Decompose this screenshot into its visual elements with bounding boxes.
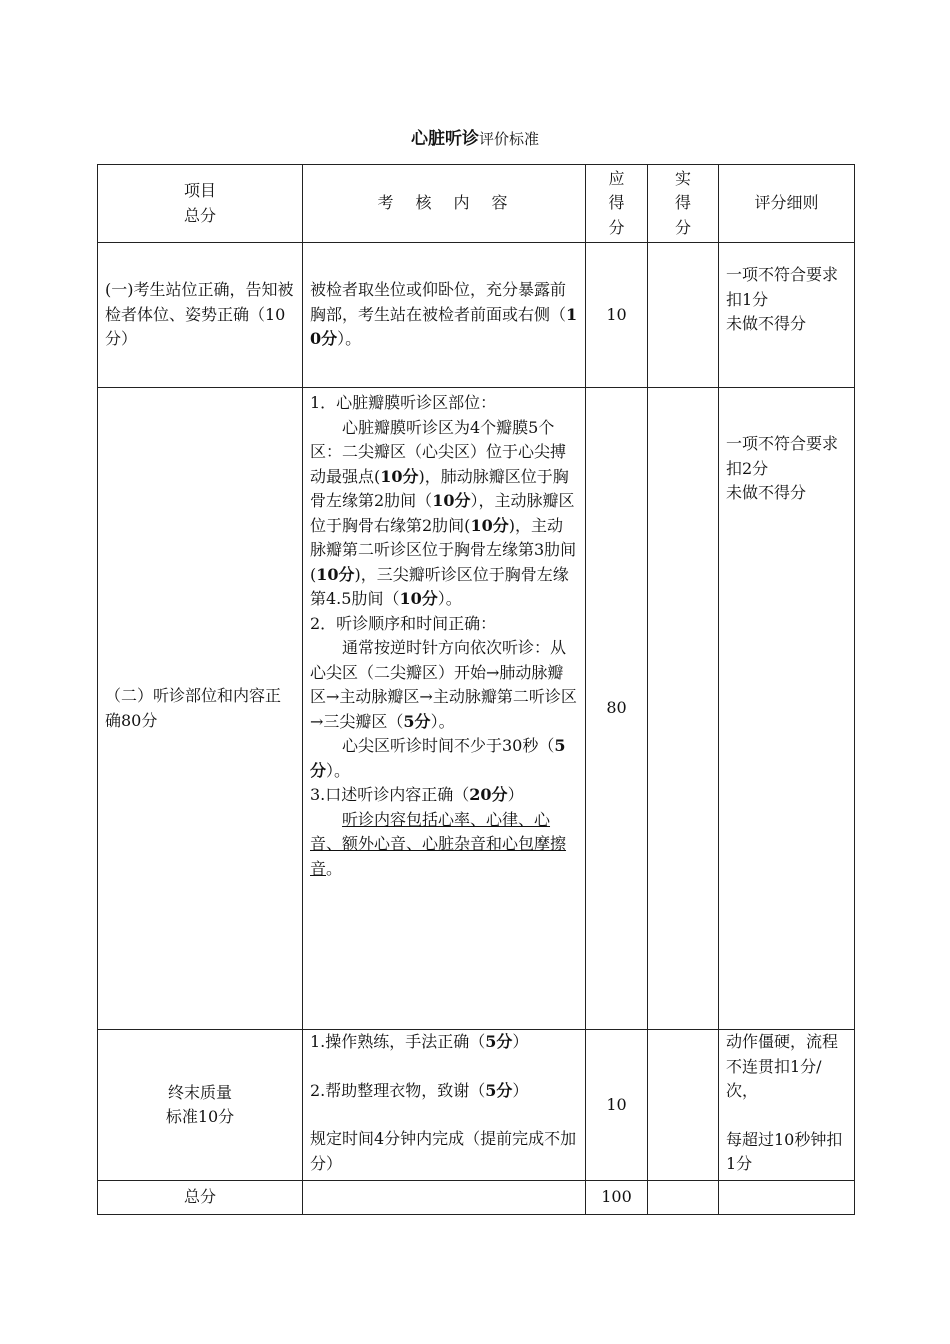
row2-content: 1．心脏瓣膜听诊区部位： 心脏瓣膜听诊区为4个瓣膜5个区：二尖瓣区（心尖区）位于心尖搏动最强点(10分)，肺动脉瓣区位于胸骨左缘第2肋间（10分），主动脉瓣区位于胸骨右缘第2肋间(10分)，主动脉瓣第二听诊区位于胸骨左缘第3肋间(10分)，三尖瓣听诊区位于胸骨左缘第4.5肋间（10分）。 2．听诊顺序和时间正确： 通常按逆时针方向依次听诊：从心尖区（二尖瓣区）开始→肺动脉瓣区→主动脉瓣区→主动脉瓣第二听诊区→三尖瓣区（5分）。 心尖区听诊时间不少于30秒（5分）。 3.口述听诊内容正确（20分） 听诊内容包括心率、心律、心音、额外心音、心脏杂音和心包摩擦音。	[303, 388, 586, 1030]
row1-content: 被检者取坐位或仰卧位，充分暴露前胸部，考生站在被检者前面或右侧（10分）。	[303, 243, 586, 388]
row2-actual	[648, 388, 719, 1030]
header-item: 项目 总分	[98, 165, 303, 243]
row2-rules: 一项不符合要求扣2分 未做不得分	[719, 388, 855, 1030]
total-content	[303, 1181, 586, 1215]
total-row	[98, 1181, 855, 1215]
page-title	[0, 124, 950, 149]
row2-score: 80	[586, 388, 648, 1030]
evaluation-table	[97, 164, 855, 1215]
row1-actual	[648, 243, 719, 388]
row3-score: 10	[586, 1030, 648, 1181]
page-title-bold: 心脏听诊	[410, 129, 479, 149]
header-row	[98, 165, 855, 243]
total-label: 总分	[98, 1181, 303, 1215]
row1-item: (一)考生站位正确，告知被检者体位、姿势正确（10分）	[98, 243, 303, 388]
row3-actual	[648, 1030, 719, 1181]
row3-item: 终末质量 标准10分	[98, 1030, 303, 1181]
header-should-score: 应 得 分	[586, 165, 648, 243]
page-title-rest: 评价标准	[478, 130, 539, 148]
total-actual	[648, 1181, 719, 1215]
row3-rules: 动作僵硬，流程不连贯扣1分/次， 每超过10秒钟扣1分	[719, 1030, 855, 1181]
header-rules: 评分细则	[719, 165, 855, 243]
row3-content: 1.操作熟练，手法正确（5分） 2.帮助整理衣物，致谢（5分） 规定时间4分钟内完成（提前完成不加分）	[303, 1030, 586, 1181]
header-content: 考 核 内 容	[303, 165, 586, 243]
table-row	[98, 1030, 855, 1181]
total-score: 100	[586, 1181, 648, 1215]
row1-score: 10	[586, 243, 648, 388]
table-row	[98, 388, 855, 1030]
header-actual-score: 实 得 分	[648, 165, 719, 243]
row1-rules: 一项不符合要求扣1分 未做不得分	[719, 243, 855, 388]
table-row	[98, 243, 855, 388]
row2-item: （二）听诊部位和内容正确80分	[98, 388, 303, 1030]
total-rules	[719, 1181, 855, 1215]
